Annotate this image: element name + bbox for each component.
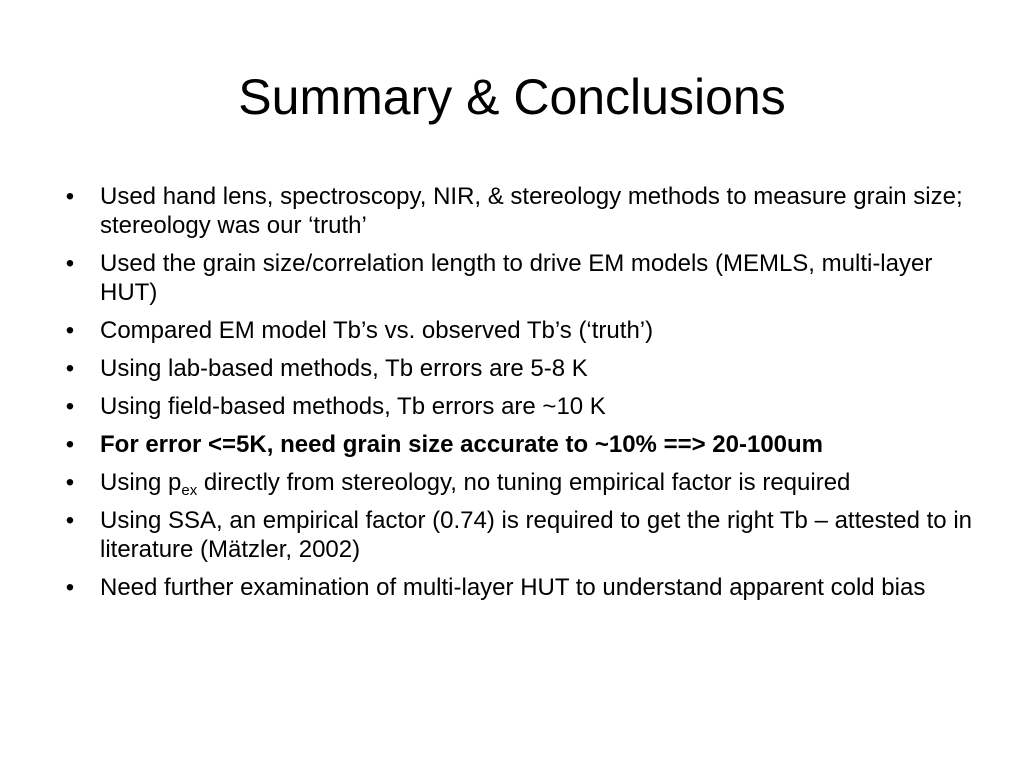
bullet-text <box>100 469 851 499</box>
bullet-item <box>60 182 980 240</box>
bullet-icon: • <box>65 355 75 382</box>
bullet-text: Using field-based methods, Tb errors are ~10 K <box>100 393 606 420</box>
bullet-icon: • <box>65 507 75 534</box>
bullet-item <box>60 249 980 307</box>
bullet-icon: • <box>65 250 75 277</box>
slide-title: Summary & Conclusions <box>238 69 786 125</box>
bullet-icon: • <box>65 393 75 420</box>
bullet-text-after: directly from stereology, no tuning empirical factor is required <box>197 469 851 496</box>
bullet-text: Need further examination of multi-layer HUT to understand apparent cold bias <box>100 574 926 601</box>
bullet-text-before: Using p <box>100 469 182 496</box>
bullet-text: For error <=5K, need grain size accurate to ~10% ==> 20-100um <box>100 431 824 458</box>
subscript: ex <box>181 482 198 499</box>
bullet-item-highlight <box>60 430 980 459</box>
bullet-icon: • <box>65 431 75 458</box>
bullet-item <box>60 468 980 497</box>
bullet-text: Used hand lens, spectroscopy, NIR, & stereology methods to measure grain size; stereology was our ‘truth’ <box>100 183 963 239</box>
bullet-text: Using lab-based methods, Tb errors are 5-8 K <box>100 355 588 382</box>
bullet-item <box>60 506 980 564</box>
bullet-item <box>60 316 980 345</box>
bullet-icon: • <box>65 317 75 344</box>
bullet-icon: • <box>65 183 75 210</box>
bullet-item <box>60 392 980 421</box>
bullet-item <box>60 354 980 383</box>
bullet-item <box>60 573 980 602</box>
bullet-text: Used the grain size/correlation length to drive EM models (MEMLS, multi-layer HUT) <box>100 250 933 306</box>
bullet-icon: • <box>65 574 75 601</box>
bullet-text: Compared EM model Tb’s vs. observed Tb’s (‘truth’) <box>100 317 654 344</box>
bullet-list <box>60 182 980 611</box>
bullet-text: Using SSA, an empirical factor (0.74) is required to get the right Tb – attested to in literature (Mätzler, 2002) <box>100 507 973 563</box>
bullet-icon: • <box>65 469 75 496</box>
